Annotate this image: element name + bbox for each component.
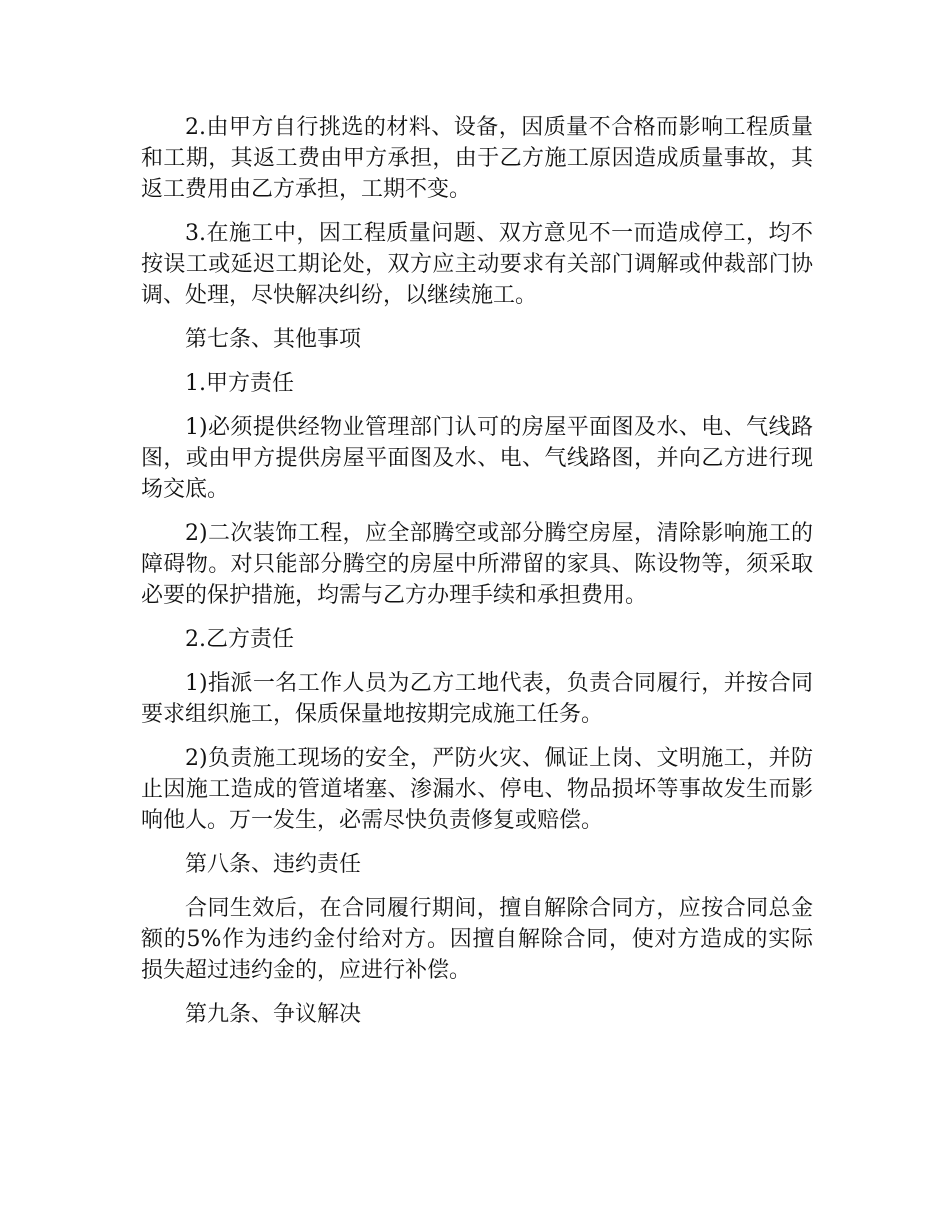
- heading-article-8: 第八条、违约责任: [185, 852, 362, 877]
- heading-article-7: 第七条、其他事项: [185, 327, 362, 352]
- paragraph-party-b-duty-2: 2)负责施工现场的安全，严防火灾、佩证上岗、文明施工，并防止因施工造成的管道堵塞、渗漏水、停电、物品损坏等事故发生而影响他人。万一发生，必需尽快负责修复或赔偿。: [141, 746, 813, 833]
- paragraph-quality-material: 2.由甲方自行挑选的材料、设备，因质量不合格而影响工程质量和工期，其返工费由甲方承担，由于乙方施工原因造成质量事故，其返工费用由乙方承担，工期不变。: [141, 115, 813, 202]
- paragraph-party-b-duty-1: 1)指派一名工作人员为乙方工地代表，负责合同履行，并按合同要求组织施工，保质保量地按期完成施工任务。: [141, 671, 813, 727]
- heading-article-9: 第九条、争议解决: [185, 1002, 362, 1027]
- paragraph-breach-liability: 合同生效后，在合同履行期间，擅自解除合同方，应按合同总金额的5%作为违约金付给对方。因擅自解除合同，使对方造成的实际损失超过违约金的，应进行补偿。: [141, 896, 813, 983]
- heading-party-a-duties: 1.甲方责任: [185, 371, 294, 396]
- paragraph-party-a-duty-1: 1)必须提供经物业管理部门认可的房屋平面图及水、电、气线路图，或由甲方提供房屋平面图及水、电、气线路图，并向乙方进行现场交底。: [141, 415, 813, 502]
- heading-party-b-duties: 2.乙方责任: [185, 627, 294, 652]
- paragraph-party-a-duty-2: 2)二次装饰工程，应全部腾空或部分腾空房屋，清除影响施工的障碍物。对只能部分腾空的房屋中所滞留的家具、陈设物等，须采取必要的保护措施，均需与乙方办理手续和承担费用。: [141, 521, 813, 608]
- paragraph-work-stoppage: 3.在施工中，因工程质量问题、双方意见不一而造成停工，均不按误工或延迟工期论处，双方应主动要求有关部门调解或仲裁部门协调、处理，尽快解决纠纷，以继续施工。: [141, 221, 813, 308]
- document-page: [141, 112, 813, 1043]
